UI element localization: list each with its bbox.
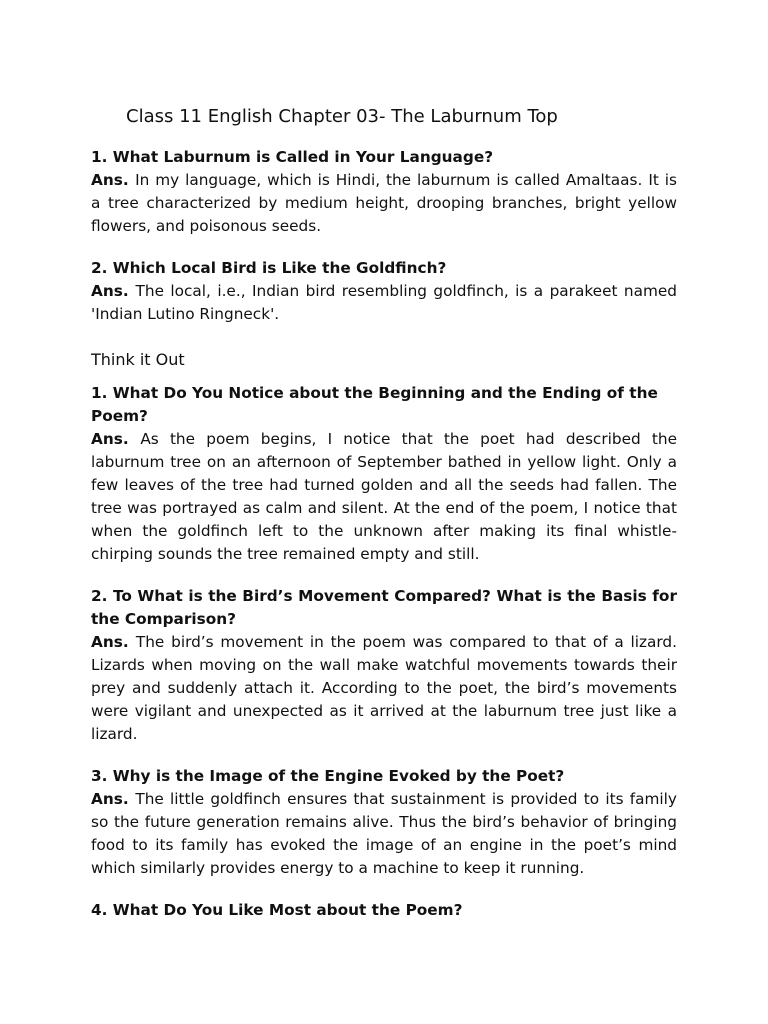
question-5: 3. Why is the Image of the Engine Evoked by the Poet? <box>91 767 565 785</box>
answer-label: Ans. <box>91 282 136 300</box>
answer-1: In my language, which is Hindi, the laburnum is called Amaltaas. It is a tree characterized by medium height, drooping branches, bright yellow flowers, and poisonous seeds. <box>91 171 677 235</box>
answer-5: The little goldfinch ensures that sustainment is provided to its family so the future generation remains alive. Thus the bird’s behavior of bringing food to its family has evoked the image of an engine in the poet’s mind which similarly provides energy to a machine to keep it running. <box>91 790 677 877</box>
answer-3: As the poem begins, I notice that the poet had described the laburnum tree on an afternoon of September bathed in yellow light. Only a few leaves of the tree had turned golden and all the seeds had fallen. The tree was portrayed as calm and silent. At the end of the poem, I notice that when the goldfinch left to the unknown after making its final whistle-chirping sounds the tree remained empty and still. <box>91 430 677 563</box>
question-1: 1. What Laburnum is Called in Your Language? <box>91 148 494 166</box>
qa-block-3 <box>91 382 677 566</box>
question-4: 2. To What is the Bird’s Movement Compared? What is the Basis for the Comparison? <box>91 587 677 628</box>
answer-label: Ans. <box>91 790 136 808</box>
qa-block-1 <box>91 146 677 238</box>
page-title: Class 11 English Chapter 03- The Laburnum Top <box>126 106 558 127</box>
answer-label: Ans. <box>91 171 136 189</box>
qa-block-6 <box>91 899 677 922</box>
answer-2: The local, i.e., Indian bird resembling goldfinch, is a parakeet named 'Indian Lutino Ringneck'. <box>91 282 677 323</box>
answer-4: The bird’s movement in the poem was compared to that of a lizard. Lizards when moving on the wall make watchful movements towards their prey and suddenly attach it. According to the poet, the bird’s movements were vigilant and unexpected as it arrived at the laburnum tree just like a lizard. <box>91 633 677 743</box>
answer-label: Ans. <box>91 633 136 651</box>
section-heading-think-it-out: Think it Out <box>91 350 185 369</box>
question-6: 4. What Do You Like Most about the Poem? <box>91 901 463 919</box>
question-3: 1. What Do You Notice about the Beginning and the Ending of the Poem? <box>91 384 658 425</box>
qa-block-4 <box>91 585 677 746</box>
answer-label: Ans. <box>91 430 141 448</box>
qa-block-2 <box>91 257 677 326</box>
qa-block-5 <box>91 765 677 880</box>
question-2: 2. Which Local Bird is Like the Goldfinch? <box>91 259 447 277</box>
